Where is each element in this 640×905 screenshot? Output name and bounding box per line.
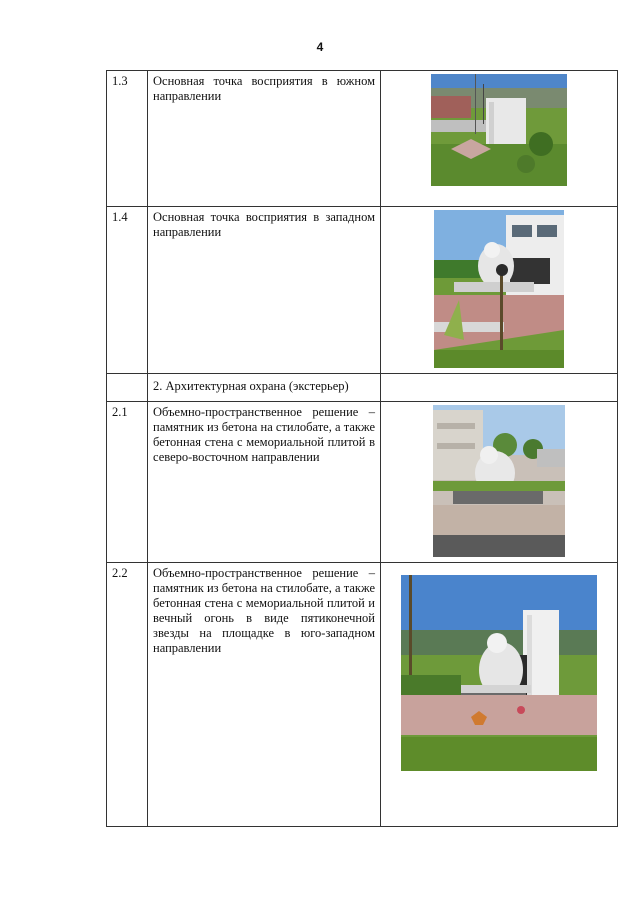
photo-cell — [381, 71, 618, 207]
row-number: 2.2 — [107, 563, 148, 827]
table-row — [107, 207, 618, 374]
memorial-northeast-photo — [433, 405, 565, 557]
table-row — [107, 563, 618, 827]
row-description: Основная точка восприятия в западном направлении — [148, 207, 381, 374]
section-heading: 2. Архитектурная охрана (экстерьер) — [148, 374, 381, 402]
row-number: 1.3 — [107, 71, 148, 207]
row-description: Объемно-пространственное решение – памятник из бетона на стилобате, а также бетонная стена с мемориальной плитой в северо-восточном направлении — [148, 402, 381, 563]
page-number: 4 — [316, 40, 324, 54]
table-row — [107, 71, 618, 207]
row-number: 2.1 — [107, 402, 148, 563]
row-description: Основная точка восприятия в южном направлении — [148, 71, 381, 207]
memorial-south-photo — [431, 74, 567, 186]
table-row — [107, 402, 618, 563]
row-number: 1.4 — [107, 207, 148, 374]
photo-cell — [381, 374, 618, 402]
memorial-west-photo — [434, 210, 564, 368]
photo-cell — [381, 207, 618, 374]
row-number — [107, 374, 148, 402]
row-description: Объемно-пространственное решение – памятник из бетона на стилобате, а также бетонная стена с мемориальной плитой и вечный огонь в виде пятиконечной звезды на площадке в юго-западном направлении — [148, 563, 381, 827]
table-row — [107, 374, 618, 402]
photo-cell — [381, 402, 618, 563]
monument-table — [106, 70, 618, 827]
photo-cell — [381, 563, 618, 827]
memorial-southwest-photo — [401, 575, 597, 771]
